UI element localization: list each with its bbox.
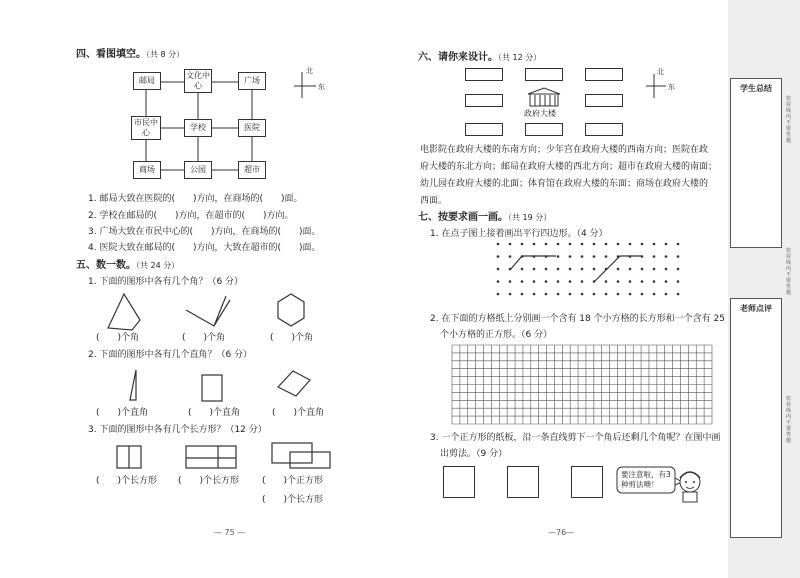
count-rectangles-question: 3. 下面的图形中各有几个长方形？（12 分） bbox=[88, 425, 267, 435]
teacher-comment-panel[interactable] bbox=[730, 298, 782, 538]
section-title: 七、按要求画一画。 bbox=[418, 212, 508, 223]
section-points: （共 19 分） bbox=[508, 213, 552, 222]
answer-blank[interactable]: ( )个角 bbox=[182, 333, 226, 343]
map-box-school: 学校 bbox=[184, 119, 212, 137]
grid-question-line: 个小方格的正方形。（6 分） bbox=[440, 330, 553, 340]
section-points: （共 24 分） bbox=[136, 261, 180, 270]
seal-line-text: 密封线内不要答题 bbox=[786, 96, 792, 144]
government-building-label: 政府大楼 bbox=[524, 109, 556, 118]
design-description-line: 西面。 bbox=[420, 196, 448, 206]
map-box-culture-center: 文化中心 bbox=[184, 69, 212, 93]
bubble-line: 要注意啦，有3 bbox=[621, 470, 671, 479]
design-description-line: 府大楼的东北方向；邮局在政府大楼的西北方向；超市在政府大楼的南面； bbox=[420, 162, 718, 172]
answer-blank[interactable]: ( )个长方形 bbox=[262, 495, 324, 505]
parallelogram-question: 1. 在点子图上接着画出平行四边形。（4 分） bbox=[430, 229, 608, 239]
answer-blank[interactable]: ( )个直角 bbox=[272, 408, 325, 418]
map-box-supermarket: 超市 bbox=[238, 161, 266, 179]
design-description-line: 电影院在政府大楼的东南方向；少年宫在政府大楼的西南方向；医院在政 bbox=[420, 145, 709, 155]
map-box-citizen-center: 市民中心 bbox=[131, 116, 161, 140]
map-box-mall: 商场 bbox=[133, 161, 161, 179]
compass-north-label: 北 bbox=[657, 68, 664, 76]
bubble-line: 种剪法噢！ bbox=[621, 480, 659, 489]
count-right-angles-question: 2. 下面的图形中各有几个直角？（6 分） bbox=[88, 350, 253, 360]
map-box-post-office: 邮局 bbox=[133, 72, 161, 90]
count-angles-question: 1. 下面的图形中各有几个角？（6 分） bbox=[88, 277, 244, 287]
compass-north-label: 北 bbox=[306, 67, 313, 75]
seal-line-text: 密封线内不要答题 bbox=[786, 248, 792, 296]
page-number: — 75 — bbox=[214, 528, 246, 537]
cut-question-line: 出剪法。（9 分） bbox=[440, 449, 508, 459]
answer-blank[interactable]: ( )个角 bbox=[96, 333, 140, 343]
map-box-park: 公园 bbox=[184, 161, 212, 179]
student-summary-title: 学生总结 bbox=[740, 84, 772, 93]
map-box-hospital: 医院 bbox=[238, 119, 266, 137]
answer-blank[interactable]: ( )个正方形 bbox=[262, 476, 324, 486]
cut-question-line: 3. 一个正方形的纸板，沿一条直线剪下一个角后还剩几个角呢？在图中画 bbox=[430, 433, 721, 443]
section-title: 五、数一数。 bbox=[76, 260, 136, 271]
page-number: —76— bbox=[548, 528, 575, 537]
compass-east-label: 东 bbox=[318, 83, 325, 91]
student-summary-panel[interactable] bbox=[730, 78, 782, 248]
section-points: （共 8 分） bbox=[146, 50, 185, 59]
answer-blank[interactable]: ( )个长方形 bbox=[178, 476, 240, 486]
compass-east-label: 东 bbox=[668, 83, 675, 91]
teacher-comment-title: 老师点评 bbox=[740, 304, 772, 313]
answer-blank[interactable]: ( )个长方形 bbox=[96, 476, 158, 486]
map-box-square: 广场 bbox=[238, 72, 266, 90]
design-description-line: 幼儿园在政府大楼的北面；体育馆在政府大楼的东面；商场在政府大楼的 bbox=[420, 179, 709, 189]
section-title: 六、请你来设计。 bbox=[418, 52, 498, 63]
seal-line-text: 密封线内不要答题 bbox=[786, 396, 792, 444]
answer-blank[interactable]: ( )个直角 bbox=[188, 408, 241, 418]
section-points: （共 12 分） bbox=[498, 53, 542, 62]
section-title: 四、看图填空。 bbox=[76, 49, 146, 60]
map-question-2: 2. 学校在邮局的( )方向，在超市的( )方向。 bbox=[88, 211, 294, 221]
map-question-3: 3. 广场大致在市民中心的( )方向，在商场的( )面。 bbox=[88, 227, 321, 237]
map-question-4: 4. 医院大致在邮局的( )方向，大致在超市的( )面。 bbox=[88, 243, 321, 253]
answer-blank[interactable]: ( )个直角 bbox=[96, 408, 149, 418]
answer-blank[interactable]: ( )个角 bbox=[270, 333, 314, 343]
grid-question-line: 2. 在下面的方格纸上分别画一个含有 18 个小方格的长方形和一个含有 25 bbox=[430, 314, 725, 324]
map-question-1: 1. 邮局大致在医院的( )方向，在商场的( )面。 bbox=[88, 194, 303, 204]
